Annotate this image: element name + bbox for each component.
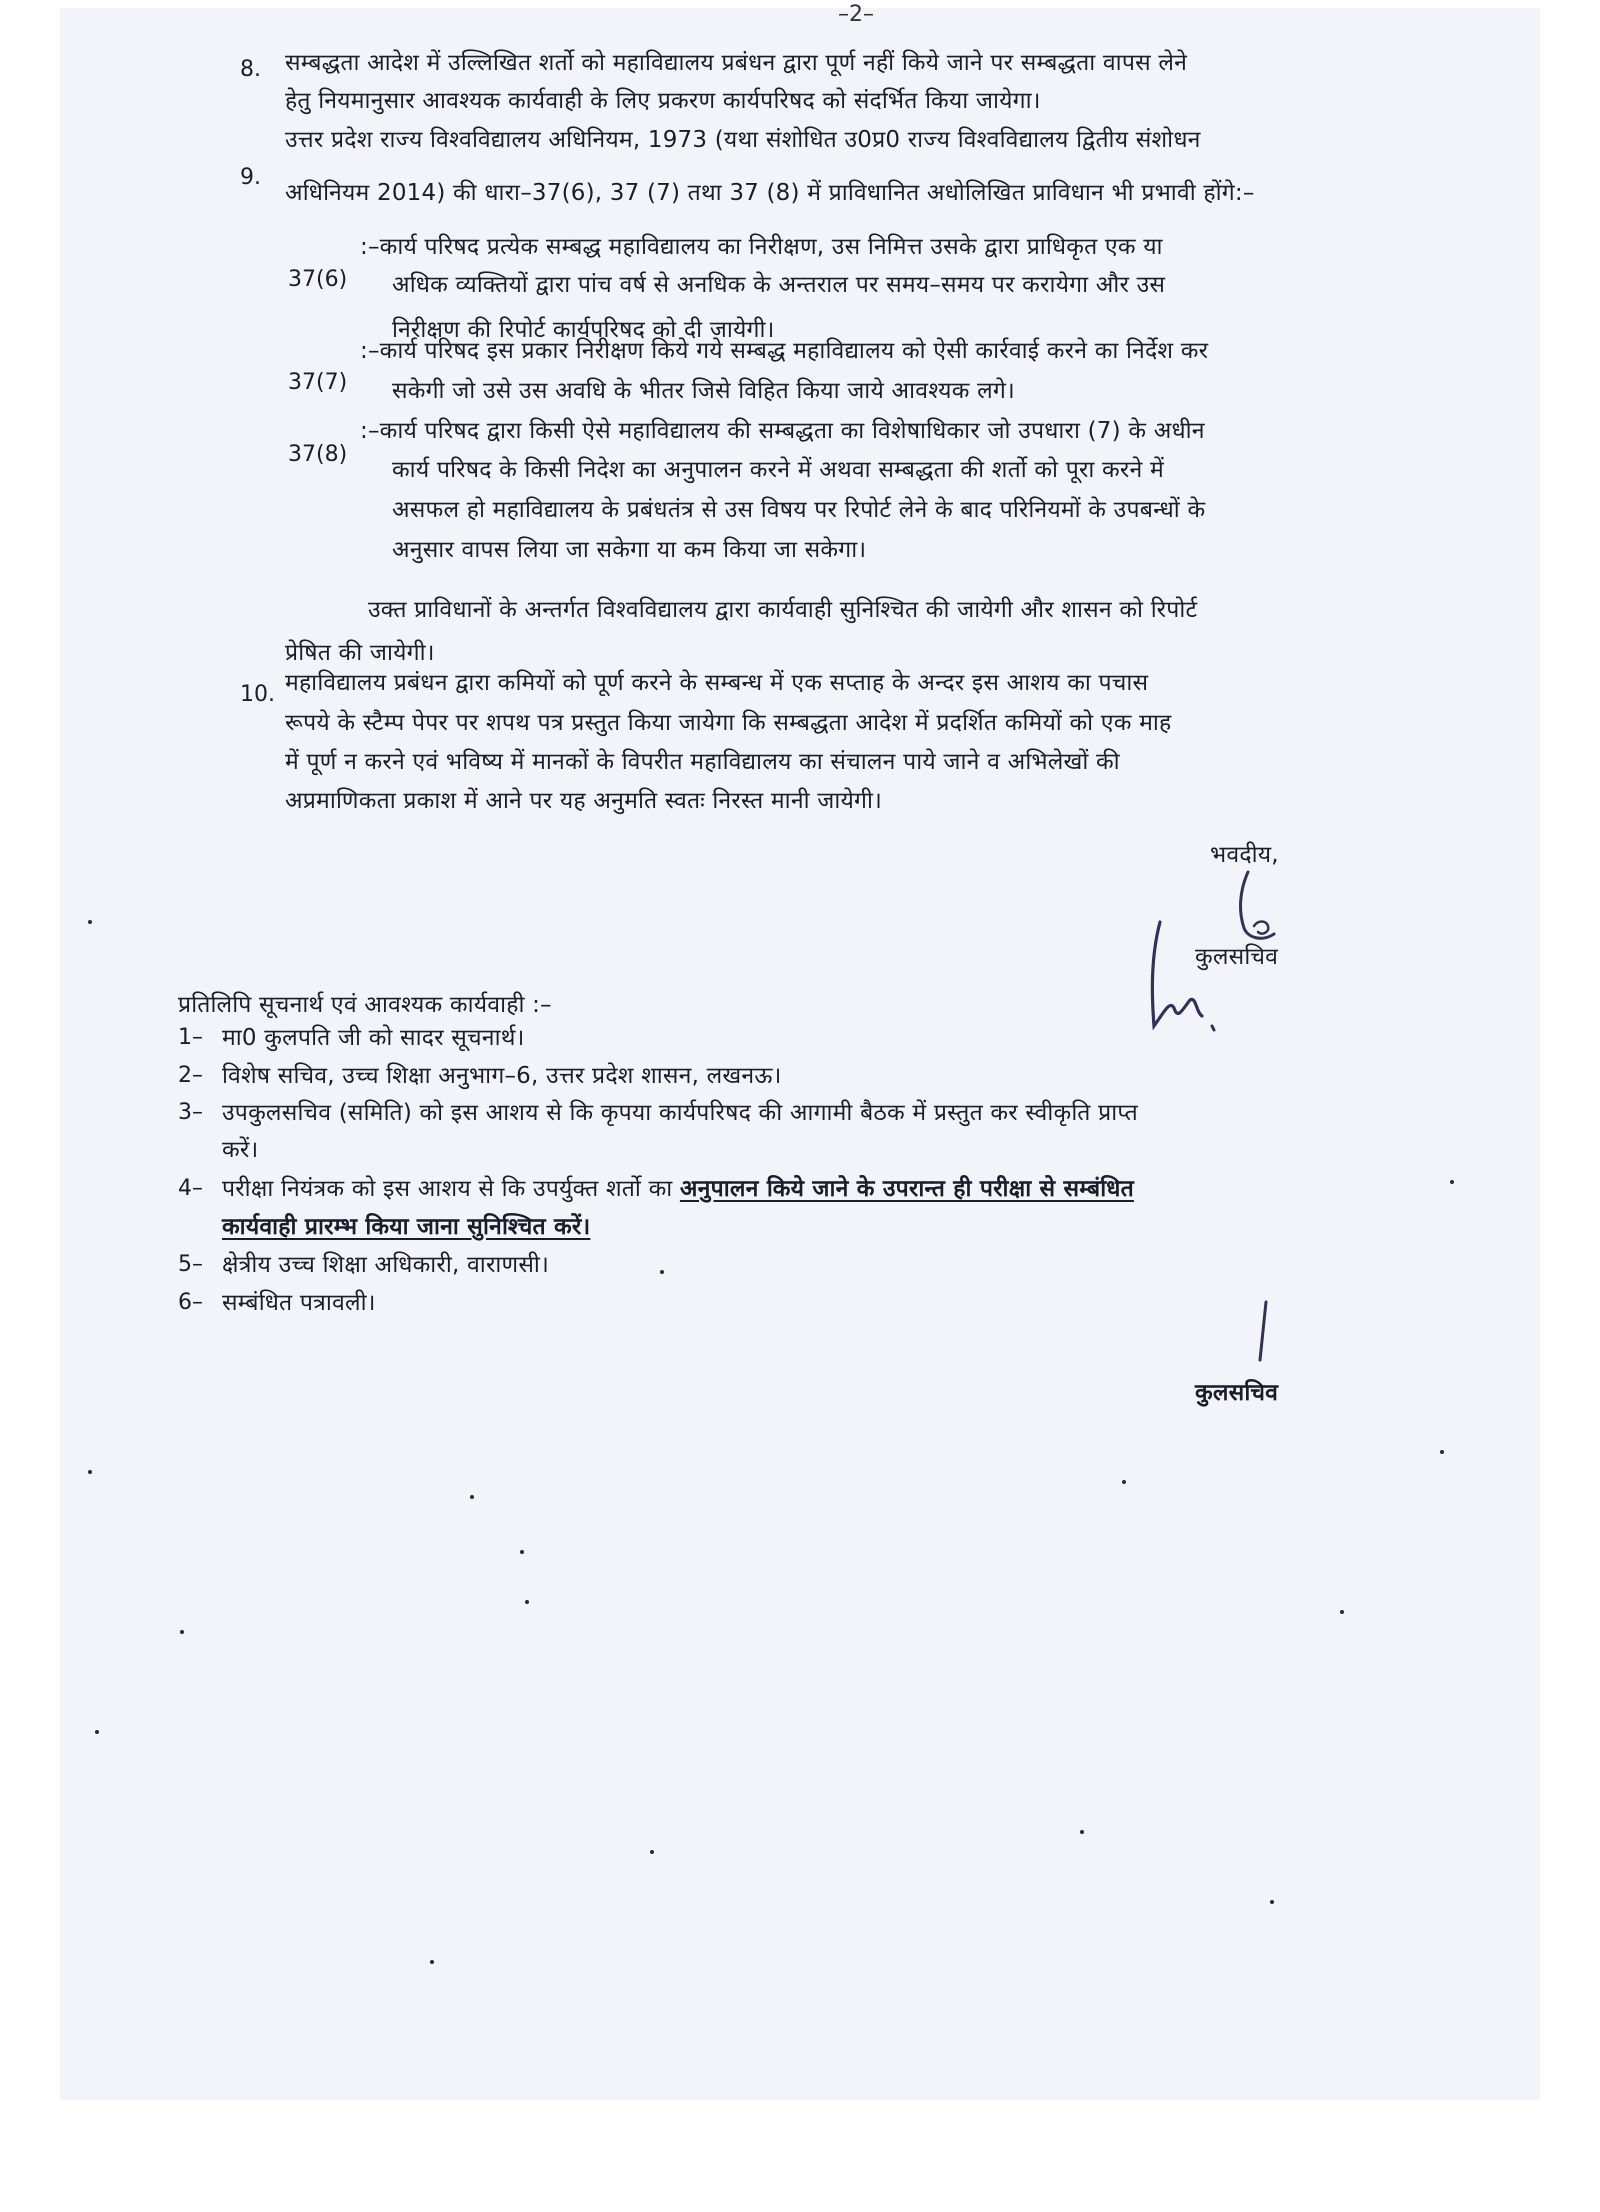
provision-37-8-line-3: असफल हो महाविद्यालय के प्रबंधतंत्र से उस विषय पर रिपोर्ट लेने के बाद परिनियमों के उपबन्धों के	[392, 497, 1206, 523]
copy-to-item-1-number: 1–	[178, 1025, 203, 1050]
provision-37-8-line-2: कार्य परिषद के किसी निदेश का अनुपालन करने में अथवा सम्बद्धता की शर्तो को पूरा करने में	[392, 457, 1164, 483]
copy-to-item-5-text: क्षेत्रीय उच्च शिक्षा अधिकारी, वाराणसी।	[222, 1252, 549, 1278]
provision-37-6-line-3: निरीक्षण की रिपोर्ट कार्यपरिषद को दी जायेगी।	[392, 317, 775, 343]
copy-to-item-2-text: विशेष सचिव, उच्च शिक्षा अनुभाग–6, उत्तर प्रदेश शासन, लखनऊ।	[222, 1063, 782, 1089]
item-9-number: 9.	[240, 165, 261, 190]
item-8-line-2: हेतु नियमानुसार आवश्यक कार्यवाही के लिए प्रकरण कार्यपरिषद को संदर्भित किया जायेगा।	[285, 88, 1041, 114]
scan-speck	[470, 1495, 474, 1499]
provision-37-6-line-1: :–कार्य परिषद प्रत्येक सम्बद्ध महाविद्यालय का निरीक्षण, उस निमित्त उसके द्वारा प्राधिकृत एक या	[360, 234, 1163, 260]
provision-37-8-label: 37(8)	[288, 442, 348, 467]
item-10-number: 10.	[240, 682, 275, 707]
copy-to-item-4-number: 4–	[178, 1176, 203, 1201]
item-10-line-3: में पूर्ण न करने एवं भविष्य में मानकों के विपरीत महाविद्यालय का संचालन पाये जाने व अभिलेखों की	[285, 749, 1120, 775]
copy-to-item-3-line-1: उपकुलसचिव (समिति) को इस आशय से कि कृपया कार्यपरिषद की आगामी बैठक में प्रस्तुत कर स्वीकृति प्राप्त	[222, 1100, 1138, 1126]
scan-speck	[1270, 1900, 1274, 1904]
copy-to-item-4-line-1	[222, 1174, 1134, 1204]
provision-37-8-line-4: अनुसार वापस लिया जा सकेगा या कम किया जा सकेगा।	[392, 537, 867, 563]
copy-to-item-1-text: मा0 कुलपति जी को सादर सूचनार्थ।	[222, 1025, 525, 1051]
copy-to-item-6-number: 6–	[178, 1290, 203, 1315]
copy-to-item-4-underlined-1: अनुपालन किये जाने के उपरान्त ही परीक्षा से सम्बंधित	[679, 1176, 1134, 1202]
closing-para-line-1: उक्त प्राविधानों के अन्तर्गत विश्वविद्यालय द्वारा कार्यवाही सुनिश्चित की जायेगी और शासन को रिपोर्ट	[368, 597, 1198, 623]
item-9-line-1: उत्तर प्रदेश राज्य विश्वविद्यालय अधिनियम, 1973 (यथा संशोधित उ0प्र0 राज्य विश्वविद्यालय द्वितीय संशोधन	[285, 127, 1201, 153]
page-number: –2–	[838, 2, 874, 27]
provision-37-7-line-2: सकेगी जो उसे उस अवधि के भीतर जिसे विहित किया जाये आवश्यक लगे।	[392, 378, 1015, 404]
copy-to-item-5-number: 5–	[178, 1252, 203, 1277]
scan-speck	[650, 1850, 654, 1854]
scan-speck	[1080, 1830, 1084, 1834]
copy-to-item-3-line-2: करें।	[222, 1137, 259, 1163]
provision-37-8-line-1: :–कार्य परिषद द्वारा किसी ऐसे महाविद्यालय की सम्बद्धता का विशेषाधिकार जो उपधारा (7) के अधीन	[360, 418, 1205, 444]
copy-to-item-4-underlined-2: कार्यवाही प्रारम्भ किया जाना सुनिश्चित करें।	[222, 1214, 591, 1240]
document-page	[60, 8, 1540, 2100]
closing-para-line-2: प्रेषित की जायेगी।	[285, 640, 435, 666]
provision-37-7-line-1: :–कार्य परिषद इस प्रकार निरीक्षण किये गये सम्बद्ध महाविद्यालय को ऐसी कार्रवाई करने का निर्देश कर	[360, 338, 1209, 364]
copy-to-heading: प्रतिलिपि सूचनार्थ एवं आवश्यक कार्यवाही :–	[178, 992, 552, 1018]
scan-speck	[180, 1630, 184, 1634]
provision-37-6-label: 37(6)	[288, 267, 348, 292]
scan-speck	[95, 1730, 99, 1734]
final-designation: कुलसचिव	[1195, 1380, 1279, 1406]
scan-speck	[525, 1600, 529, 1604]
salutation: भवदीय,	[1210, 842, 1279, 868]
provision-37-7-label: 37(7)	[288, 370, 348, 395]
copy-to-item-4-prefix: परीक्षा नियंत्रक को इस आशय से कि उपर्युक्त शर्तो का	[222, 1176, 680, 1202]
copy-to-item-2-number: 2–	[178, 1063, 203, 1088]
scan-speck	[430, 1960, 434, 1964]
item-10-line-2: रूपये के स्टैम्प पेपर पर शपथ पत्र प्रस्तुत किया जायेगा कि सम्बद्धता आदेश में प्रदर्शित कमियों को एक माह	[285, 710, 1172, 736]
copy-to-item-6-text: सम्बंधित पत्रावली।	[222, 1290, 376, 1316]
initial-mark	[1248, 1298, 1278, 1368]
scan-speck	[88, 920, 92, 924]
copy-to-item-3-number: 3–	[178, 1100, 203, 1125]
signoff-designation: कुलसचिव	[1195, 944, 1279, 970]
item-10-line-1: महाविद्यालय प्रबंधन द्वारा कमियों को पूर्ण करने के सम्बन्ध में एक सप्ताह के अन्दर इस आशय का पचास	[285, 670, 1149, 696]
item-9-line-2: अधिनियम 2014) की धारा–37(6), 37 (7) तथा 37 (8) में प्राविधानित अधोलिखित प्राविधान भी प्रभावी होंगे:–	[285, 180, 1255, 206]
scan-speck	[520, 1550, 524, 1554]
item-8-number: 8.	[240, 57, 261, 82]
item-8-line-1: सम्बद्धता आदेश में उल्लिखित शर्तो को महाविद्यालय प्रबंधन द्वारा पूर्ण नहीं किये जाने पर सम्बद्धता वापस लेने	[285, 50, 1188, 76]
scan-speck	[1440, 1450, 1444, 1454]
scan-speck	[1340, 1610, 1344, 1614]
scan-speck	[660, 1270, 664, 1274]
item-10-line-4: अप्रमाणिकता प्रकाश में आने पर यह अनुमति स्वतः निरस्त मानी जायेगी।	[285, 788, 883, 814]
scan-speck	[88, 1470, 92, 1474]
scan-speck	[1450, 1180, 1454, 1184]
scan-speck	[1122, 1480, 1126, 1484]
provision-37-6-line-2: अधिक व्यक्तियों द्वारा पांच वर्ष से अनधिक के अन्तराल पर समय–समय पर करायेगा और उस	[392, 272, 1166, 298]
